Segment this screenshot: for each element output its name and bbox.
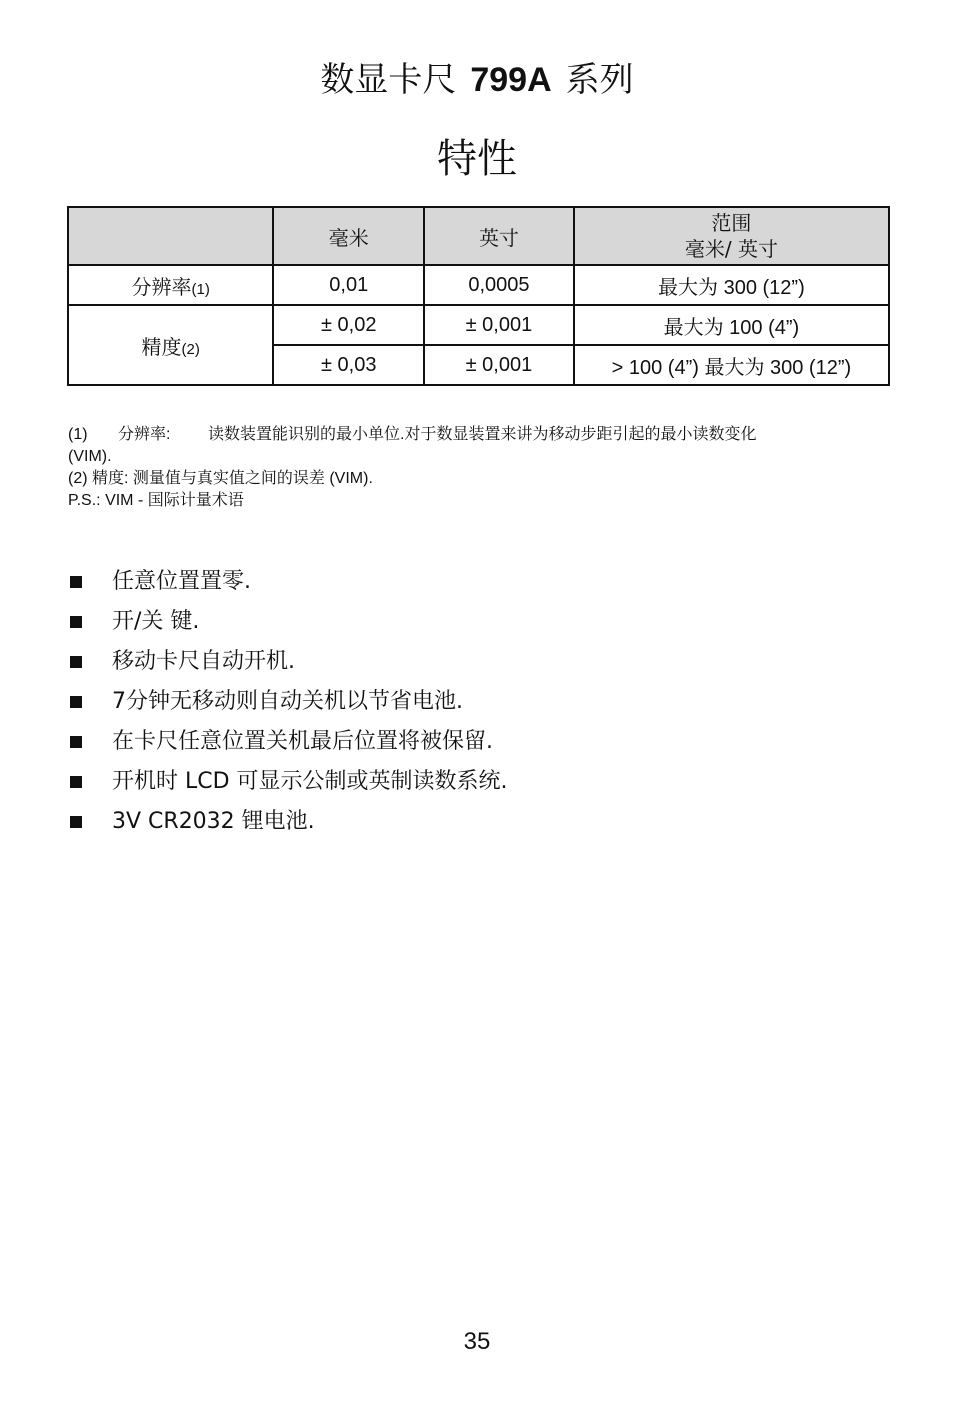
header-inch: 英寸 <box>424 207 574 265</box>
feature-text: 3V CR2032 锂电池. <box>112 809 315 834</box>
accuracy-1-range: 最大为 100 (4”) <box>574 305 889 345</box>
feature-text: 移动卡尺自动开机. <box>112 649 295 674</box>
document-title <box>0 58 954 102</box>
footnote-1-term: 分辨率: <box>118 426 171 443</box>
accuracy-2-range: > 100 (4”) 最大为 300 (12”) <box>574 345 889 385</box>
list-item <box>68 602 888 642</box>
square-bullet-icon <box>70 696 82 708</box>
title-suffix: 系列 <box>565 60 634 100</box>
resolution-range: 最大为 300 (12”) <box>574 265 889 305</box>
footnote-ps: P.S.: VIM - 国际计量术语 <box>68 492 244 509</box>
page-number: 35 <box>463 1328 491 1355</box>
resolution-inch: 0,0005 <box>424 265 574 305</box>
accuracy-2-inch: ± 0,001 <box>424 345 574 385</box>
square-bullet-icon <box>70 736 82 748</box>
header-blank-cell <box>68 207 273 265</box>
accuracy-label: 精度 <box>141 334 182 359</box>
accuracy-1-inch: ± 0,001 <box>424 305 574 345</box>
accuracy-note-ref: (2) <box>181 340 200 358</box>
feature-text: 开机时 LCD 可显示公制或英制读数系统. <box>112 769 508 794</box>
list-item <box>68 682 888 722</box>
feature-text: 开/关 键. <box>112 609 200 634</box>
title-model: 799A <box>470 61 552 99</box>
accuracy-1-mm: ± 0,02 <box>273 305 424 345</box>
square-bullet-icon <box>70 576 82 588</box>
feature-text: 7分钟无移动则自动关机以节省电池. <box>112 689 463 714</box>
list-item <box>68 642 888 682</box>
feature-text: 任意位置置零. <box>112 569 251 594</box>
accuracy-2-mm: ± 0,03 <box>273 345 424 385</box>
table-row-resolution <box>68 265 889 305</box>
square-bullet-icon <box>70 616 82 628</box>
square-bullet-icon <box>70 656 82 668</box>
list-item <box>68 562 888 602</box>
resolution-mm: 0,01 <box>273 265 424 305</box>
table-header-row <box>68 207 889 265</box>
square-bullet-icon <box>70 776 82 788</box>
title-prefix: 数显卡尺 <box>320 60 457 100</box>
section-title: 特性 <box>437 136 517 182</box>
footnote-1 <box>68 424 898 446</box>
footnote-2: (2) 精度: 测量值与真实值之间的误差 (VIM). <box>68 470 373 487</box>
spec-table <box>67 206 890 386</box>
resolution-note-ref: (1) <box>191 280 210 298</box>
list-item <box>68 762 888 802</box>
square-bullet-icon <box>70 816 82 828</box>
header-mm: 毫米 <box>273 207 424 265</box>
feature-list <box>68 562 888 842</box>
header-range-line1: 范围 <box>711 211 752 235</box>
footnote-1-continuation: (VIM). <box>68 448 112 465</box>
footnote-1-number: (1) <box>68 426 88 443</box>
table-row-accuracy-1 <box>68 305 889 345</box>
accuracy-label-cell <box>68 305 273 385</box>
header-range-line2: 毫米/ 英寸 <box>684 237 778 261</box>
resolution-label-cell <box>68 265 273 305</box>
list-item <box>68 802 888 842</box>
footnotes <box>68 424 898 512</box>
resolution-label: 分辨率 <box>131 274 192 299</box>
header-range <box>574 207 889 265</box>
footnote-1-text: 读数装置能识别的最小单位.对于数显装置来讲为移动步距引起的最小读数变化 <box>208 426 757 443</box>
list-item <box>68 722 888 762</box>
feature-text: 在卡尺任意位置关机最后位置将被保留. <box>112 729 493 754</box>
